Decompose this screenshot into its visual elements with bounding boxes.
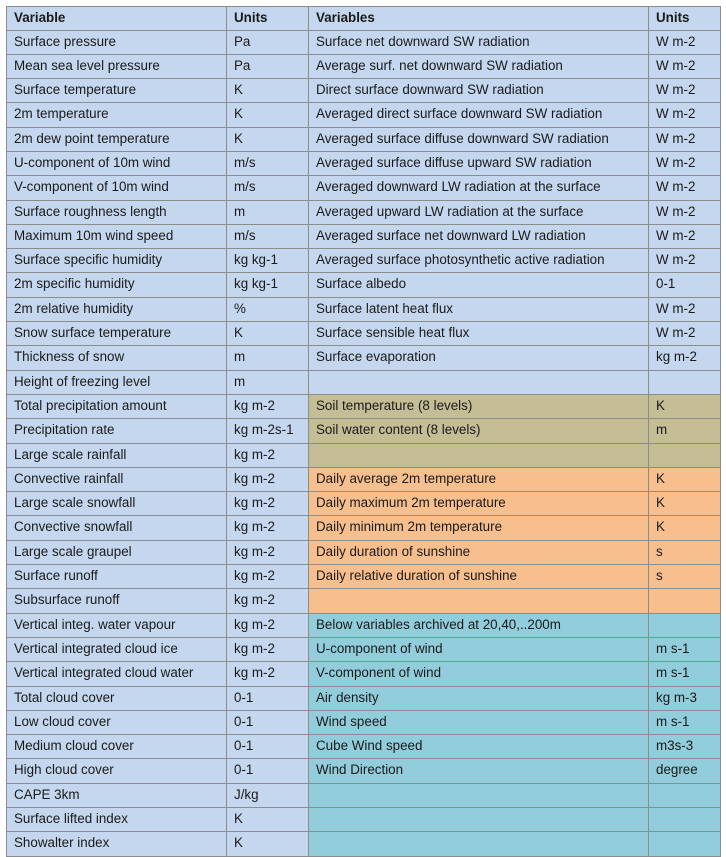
variable-cell-right: V-component of wind (309, 662, 649, 686)
variable-cell-right: Average surf. net downward SW radiation (309, 54, 649, 78)
units-cell-right: kg m-3 (649, 686, 721, 710)
table-body (7, 30, 721, 856)
variable-cell-right: Daily average 2m temperature (309, 467, 649, 491)
units-cell: % (227, 297, 309, 321)
units-cell-right (649, 808, 721, 832)
table-row (7, 346, 721, 370)
variable-cell-right: Daily maximum 2m temperature (309, 492, 649, 516)
variable-cell: Low cloud cover (7, 710, 227, 734)
variable-cell: Large scale rainfall (7, 443, 227, 467)
variable-cell: Surface specific humidity (7, 249, 227, 273)
units-cell-right: K (649, 492, 721, 516)
units-cell: kg m-2 (227, 394, 309, 418)
variable-cell-right: Averaged direct surface downward SW radiation (309, 103, 649, 127)
variable-cell-right: Direct surface downward SW radiation (309, 79, 649, 103)
units-cell-right: W m-2 (649, 249, 721, 273)
variable-cell: Subsurface runoff (7, 589, 227, 613)
units-cell: Pa (227, 30, 309, 54)
table-row (7, 30, 721, 54)
units-cell-right: W m-2 (649, 127, 721, 151)
units-cell: 0-1 (227, 759, 309, 783)
table-row (7, 759, 721, 783)
variable-cell: Medium cloud cover (7, 735, 227, 759)
units-cell: Pa (227, 54, 309, 78)
table-row (7, 370, 721, 394)
variable-cell-right: Surface latent heat flux (309, 297, 649, 321)
units-cell: kg m-2 (227, 662, 309, 686)
variable-cell: Vertical integrated cloud water (7, 662, 227, 686)
units-cell-right: W m-2 (649, 322, 721, 346)
variable-cell: Vertical integrated cloud ice (7, 637, 227, 661)
table-row (7, 637, 721, 661)
variable-cell-right: Averaged surface photosynthetic active radiation (309, 249, 649, 273)
units-cell-right: W m-2 (649, 30, 721, 54)
table-row (7, 79, 721, 103)
variable-cell: Convective rainfall (7, 467, 227, 491)
variable-cell-right: Surface albedo (309, 273, 649, 297)
variable-cell-right: Daily relative duration of sunshine (309, 565, 649, 589)
variable-cell-right: Soil temperature (8 levels) (309, 394, 649, 418)
header-row (7, 7, 721, 31)
table-row (7, 832, 721, 856)
units-cell: m (227, 200, 309, 224)
units-cell-right: W m-2 (649, 151, 721, 175)
units-cell: 0-1 (227, 710, 309, 734)
table-row (7, 516, 721, 540)
units-cell: K (227, 127, 309, 151)
units-cell-right: W m-2 (649, 79, 721, 103)
variable-cell: Precipitation rate (7, 419, 227, 443)
table-row (7, 540, 721, 564)
units-cell-right: s (649, 565, 721, 589)
variable-cell: 2m temperature (7, 103, 227, 127)
variable-cell: Surface roughness length (7, 200, 227, 224)
units-cell: K (227, 103, 309, 127)
units-cell: kg m-2 (227, 516, 309, 540)
units-cell: J/kg (227, 783, 309, 807)
variable-cell: Snow surface temperature (7, 322, 227, 346)
variable-cell-right: Averaged downward LW radiation at the surface (309, 176, 649, 200)
units-cell-right: W m-2 (649, 103, 721, 127)
variable-cell-right: Daily duration of sunshine (309, 540, 649, 564)
units-cell: K (227, 832, 309, 856)
units-cell-right: K (649, 394, 721, 418)
table-row (7, 808, 721, 832)
units-cell: m/s (227, 151, 309, 175)
table-row (7, 151, 721, 175)
variable-cell-right (309, 808, 649, 832)
units-cell-right (649, 832, 721, 856)
units-cell: kg m-2 (227, 565, 309, 589)
variable-cell: Showalter index (7, 832, 227, 856)
variable-cell-right: Soil water content (8 levels) (309, 419, 649, 443)
variable-cell: 2m relative humidity (7, 297, 227, 321)
table-row (7, 613, 721, 637)
variable-cell-right (309, 832, 649, 856)
units-cell: m (227, 346, 309, 370)
variable-cell: Large scale snowfall (7, 492, 227, 516)
units-cell-right: m s-1 (649, 710, 721, 734)
units-cell: kg m-2 (227, 613, 309, 637)
variable-cell-right: Averaged upward LW radiation at the surface (309, 200, 649, 224)
variable-cell-right: Surface sensible heat flux (309, 322, 649, 346)
table-row (7, 419, 721, 443)
units-cell-right: W m-2 (649, 54, 721, 78)
variable-cell: Total cloud cover (7, 686, 227, 710)
variable-cell-right: Below variables archived at 20,40,..200m (309, 613, 649, 637)
units-cell: kg m-2 (227, 492, 309, 516)
variable-cell-right: U-component of wind (309, 637, 649, 661)
variable-cell: Vertical integ. water vapour (7, 613, 227, 637)
units-cell-right (649, 783, 721, 807)
units-cell-right: m s-1 (649, 662, 721, 686)
table-row (7, 662, 721, 686)
variable-cell-right: Surface net downward SW radiation (309, 30, 649, 54)
units-cell: m/s (227, 224, 309, 248)
table-row (7, 783, 721, 807)
variable-cell: Mean sea level pressure (7, 54, 227, 78)
units-cell-right: K (649, 467, 721, 491)
table-row (7, 394, 721, 418)
units-cell: kg m-2 (227, 540, 309, 564)
variable-cell-right: Averaged surface diffuse upward SW radiation (309, 151, 649, 175)
units-cell: m/s (227, 176, 309, 200)
units-cell-right: W m-2 (649, 297, 721, 321)
units-cell: K (227, 322, 309, 346)
table-row (7, 224, 721, 248)
units-cell: K (227, 808, 309, 832)
variable-cell-right (309, 783, 649, 807)
table-row (7, 565, 721, 589)
variable-cell-right: Wind Direction (309, 759, 649, 783)
units-cell: kg m-2 (227, 467, 309, 491)
variable-cell-right: Averaged surface diffuse downward SW radiation (309, 127, 649, 151)
header-variables: Variables (309, 7, 649, 31)
header-variable: Variable (7, 7, 227, 31)
table-row (7, 249, 721, 273)
units-cell-right (649, 589, 721, 613)
units-cell-right: W m-2 (649, 200, 721, 224)
variable-cell: Thickness of snow (7, 346, 227, 370)
table-row (7, 735, 721, 759)
units-cell-right (649, 370, 721, 394)
variable-cell: Convective snowfall (7, 516, 227, 540)
variable-cell-right: Daily minimum 2m temperature (309, 516, 649, 540)
variable-cell-right (309, 589, 649, 613)
table-row (7, 467, 721, 491)
variable-cell: Surface pressure (7, 30, 227, 54)
units-cell-right (649, 613, 721, 637)
table-row (7, 273, 721, 297)
variables-table (6, 6, 721, 857)
table-row (7, 710, 721, 734)
table-row (7, 589, 721, 613)
table-row (7, 200, 721, 224)
table-row (7, 297, 721, 321)
variable-cell: Maximum 10m wind speed (7, 224, 227, 248)
units-cell-right: m3s-3 (649, 735, 721, 759)
units-cell-right: 0-1 (649, 273, 721, 297)
units-cell-right: m (649, 419, 721, 443)
units-cell-right: s (649, 540, 721, 564)
units-cell: kg m-2 (227, 637, 309, 661)
variable-cell-right: Air density (309, 686, 649, 710)
variable-cell-right (309, 370, 649, 394)
header-units: Units (227, 7, 309, 31)
variable-cell: High cloud cover (7, 759, 227, 783)
table-row (7, 492, 721, 516)
variable-cell-right (309, 443, 649, 467)
units-cell-right: kg m-2 (649, 346, 721, 370)
variable-cell: Large scale graupel (7, 540, 227, 564)
units-cell-right: W m-2 (649, 176, 721, 200)
units-cell: kg kg-1 (227, 273, 309, 297)
units-cell: kg m-2 (227, 443, 309, 467)
variable-cell: Surface runoff (7, 565, 227, 589)
table-row (7, 443, 721, 467)
table-row (7, 322, 721, 346)
units-cell: kg kg-1 (227, 249, 309, 273)
variable-cell: 2m dew point temperature (7, 127, 227, 151)
units-cell-right (649, 443, 721, 467)
units-cell: kg m-2s-1 (227, 419, 309, 443)
units-cell-right: m s-1 (649, 637, 721, 661)
units-cell-right: W m-2 (649, 224, 721, 248)
table-row (7, 176, 721, 200)
units-cell: kg m-2 (227, 589, 309, 613)
variable-cell-right: Cube Wind speed (309, 735, 649, 759)
variable-cell: CAPE 3km (7, 783, 227, 807)
units-cell: 0-1 (227, 735, 309, 759)
units-cell: m (227, 370, 309, 394)
variable-cell-right: Wind speed (309, 710, 649, 734)
variable-cell-right: Surface evaporation (309, 346, 649, 370)
variable-cell: Surface lifted index (7, 808, 227, 832)
table-row (7, 103, 721, 127)
variable-cell-right: Averaged surface net downward LW radiation (309, 224, 649, 248)
units-cell-right: K (649, 516, 721, 540)
header-units-2: Units (649, 7, 721, 31)
units-cell-right: degree (649, 759, 721, 783)
variable-cell: U-component of 10m wind (7, 151, 227, 175)
table-row (7, 54, 721, 78)
variable-cell: Height of freezing level (7, 370, 227, 394)
variable-cell: V-component of 10m wind (7, 176, 227, 200)
variable-cell: Total precipitation amount (7, 394, 227, 418)
variable-cell: 2m specific humidity (7, 273, 227, 297)
table-row (7, 686, 721, 710)
units-cell: K (227, 79, 309, 103)
variable-cell: Surface temperature (7, 79, 227, 103)
units-cell: 0-1 (227, 686, 309, 710)
table-row (7, 127, 721, 151)
